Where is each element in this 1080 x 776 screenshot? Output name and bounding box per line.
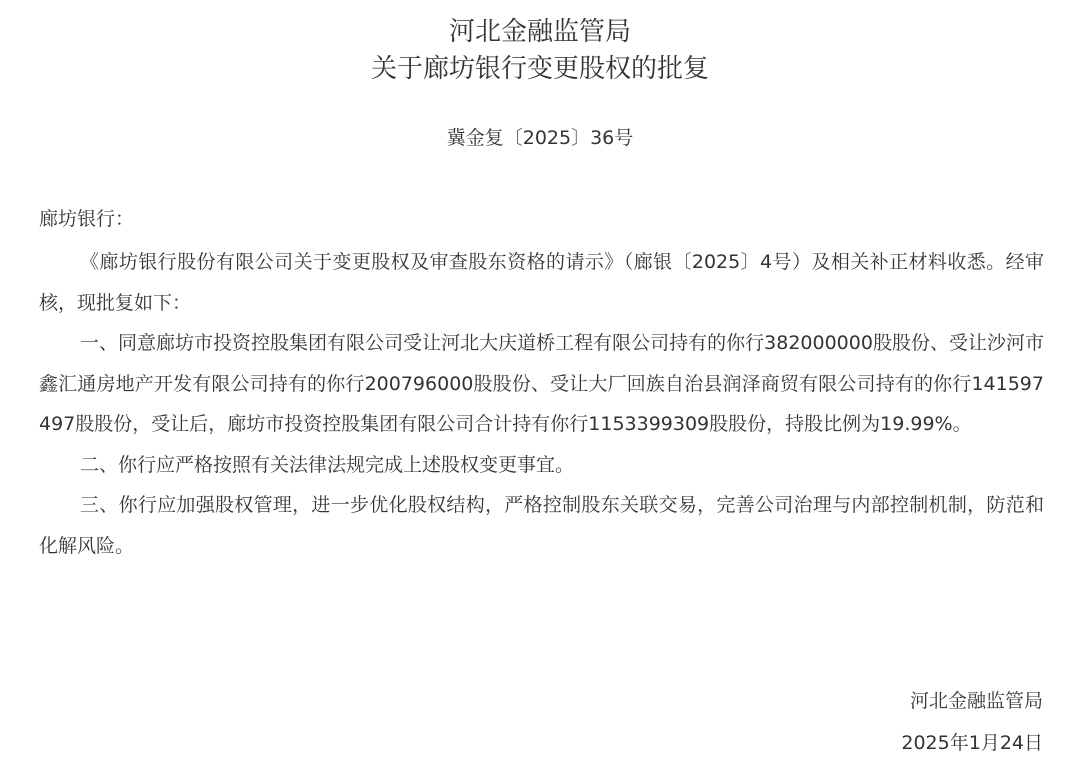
document-title: 关于廊坊银行变更股权的批复 <box>370 54 709 84</box>
document-number: 冀金复〔2025〕36号 <box>446 127 634 149</box>
paragraph-intro: 《廊坊银行股份有限公司关于变更股权及审查股东资格的请示》（廊银〔2025〕4号）及相关补正材料收悉。经审核，现批复如下： <box>39 251 1044 314</box>
signature-date: 2025年1月24日 <box>901 732 1043 754</box>
paragraph-item-3: 三、你行应加强股权管理，进一步优化股权结构，严格控制股东关联交易，完善公司治理与内部控制机制，防范和化解风险。 <box>39 494 1044 557</box>
paragraph-item-2: 二、你行应严格按照有关法律法规完成上述股权变更事宜。 <box>80 453 575 476</box>
signature-organization: 河北金融监管局 <box>909 690 1043 712</box>
paragraph-item-1: 一、同意廊坊市投资控股集团有限公司受让河北大庆道桥工程有限公司持有的你行382000000股股份、受让沙河市鑫汇通房地产开发有限公司持有的你行200796000股股份、受让大厂回族自治县润泽商贸有限公司持有的你行141597497股股份，受让后，廊坊市投资控股集团有限公司合计持有你行1153399309股股份，持股比例为19.99%。 <box>39 332 1044 435</box>
document-body <box>39 242 1044 566</box>
issuer-title: 河北金融监管局 <box>448 17 631 47</box>
salutation: 廊坊银行： <box>39 208 135 230</box>
